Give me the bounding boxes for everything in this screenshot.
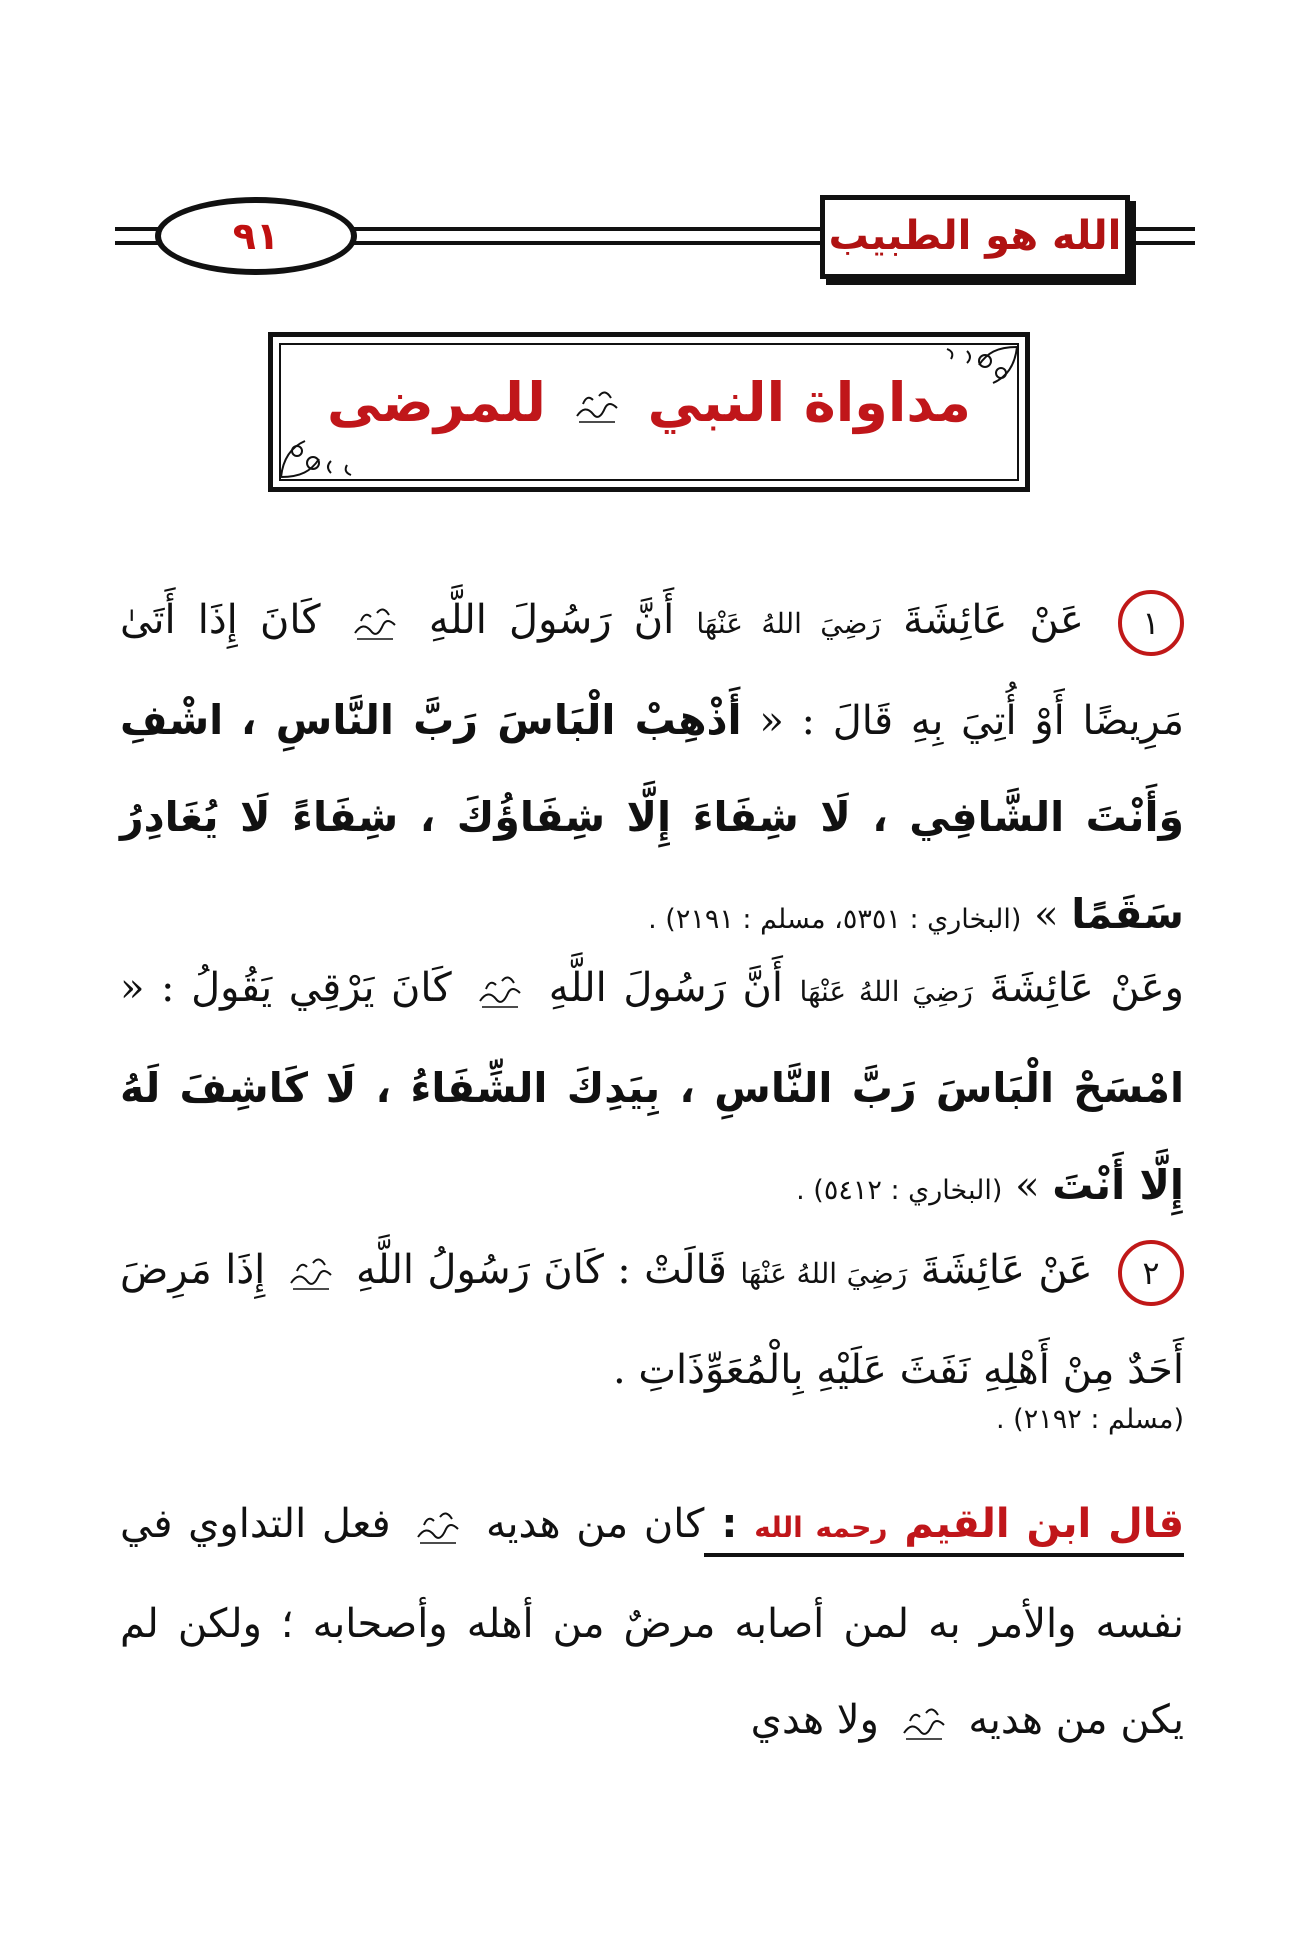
hadith-1b — [120, 940, 1184, 1239]
hadith-1b-intro: وعَنْ عَائِشَةَ — [989, 965, 1184, 1011]
ibn-qayyim-label — [704, 1501, 1184, 1557]
hadith-1b-quote-close: » — [1015, 1163, 1040, 1209]
hadith-1b-dua-part2: كَاشِفَ لَهُ إِلَّا أَنْتَ — [120, 1064, 1184, 1209]
hadith-1b-line2: يَقُولُ : « — [120, 965, 273, 1011]
hadith-2-intro: عَنْ عَائِشَةَ — [920, 1247, 1093, 1293]
hadith-1-line2: أَتَىٰ مَرِيضًا أَوْ أُتِيَ بِهِ قَالَ : « — [120, 597, 1184, 744]
section-title-part1: مداواة النبي — [647, 371, 971, 434]
hadith-1-intro: عَنْ عَائِشَةَ — [903, 597, 1084, 643]
ibn-qayyim-line2: التداوي في نفسه والأمر به لمن أصابه مرضٌ من أهله — [120, 1501, 1184, 1647]
ibn-qayyim-quote — [120, 1476, 1184, 1768]
radiya-formula: رَضِيَ اللهُ عَنْهَا — [696, 607, 881, 640]
hadith-1-dua-part2: اشْفِ وَأَنْتَ الشَّافِي ، لَا شِفَاءَ إِلَّا شِفَاؤُكَ ، شِفَاءً لَا يُغَادِرُ — [120, 696, 1184, 841]
hadith-1-dua-part1: أَذْهِبْ الْبَاسَ رَبَّ النَّاسِ ، — [240, 696, 742, 744]
ibn-qayyim-colon: : — [721, 1501, 738, 1547]
section-title-part2: للمرضى — [327, 371, 546, 434]
hadith-1b-line1: أَنَّ رَسُولَ اللَّهِ — [548, 965, 783, 1011]
salla-allah-calligraphy-icon — [573, 386, 621, 426]
salla-allah-calligraphy-icon — [476, 971, 524, 1011]
section-title-box — [268, 332, 1030, 492]
hadith-2-reference: (مسلم : ٢١٩٢) . — [996, 1404, 1184, 1435]
hadith-number-2: ٢ — [1118, 1240, 1184, 1306]
ibn-qayyim-line1: كان من هديه — [485, 1501, 705, 1547]
book-title: الله هو الطبيب — [820, 195, 1130, 279]
hadith-1 — [120, 572, 1184, 968]
salla-allah-calligraphy-icon — [414, 1507, 462, 1547]
radiya-formula: رَضِيَ اللهُ عَنْهَا — [740, 1257, 908, 1290]
hadith-1-quote-close: » — [1034, 892, 1059, 938]
rahimahu-formula: رحمه الله — [754, 1511, 888, 1544]
radiya-formula: رَضِيَ اللهُ عَنْهَا — [799, 975, 973, 1008]
hadith-1-reference: (البخاري : ٥٣٥١، مسلم : ٢١٩١) . — [648, 904, 1022, 935]
salla-allah-calligraphy-icon — [900, 1703, 948, 1743]
salla-allah-calligraphy-icon — [287, 1253, 335, 1293]
hadith-1-line1-end: كَانَ إِذَا — [197, 597, 321, 643]
ibn-qayyim-line3-end: ولا هدي — [750, 1697, 879, 1743]
hadith-2-line1: قَالَتْ : كَانَ رَسُولُ اللَّهِ — [356, 1247, 727, 1293]
hadith-1-dua-part3: سَقَمًا — [1071, 890, 1184, 938]
running-header — [115, 195, 1195, 275]
hadith-2-line2: إِذَا مَرِضَ أَحَدٌ مِنْ أَهْلِهِ نَفَثَ عَلَيْهِ بِالْمُعَوِّذَاتِ . — [120, 1247, 1184, 1393]
hadith-1b-line1-end: كَانَ يَرْقِي — [288, 965, 452, 1011]
ibn-qayyim-line1-end: فعل — [321, 1501, 391, 1547]
ibn-qayyim-name: قال ابن القيم — [904, 1501, 1185, 1547]
hadith-number-1: ١ — [1118, 590, 1184, 656]
salla-allah-calligraphy-icon — [351, 603, 399, 643]
hadith-2 — [120, 1222, 1184, 1418]
page-number: ٩١ — [155, 197, 357, 275]
hadith-1-line1: أَنَّ رَسُولَ اللَّهِ — [428, 597, 675, 643]
hadith-1b-dua-part1: امْسَحْ الْبَاسَ رَبَّ النَّاسِ ، بِيَدِكَ الشِّفَاءُ ، لَا — [325, 1064, 1185, 1112]
hadith-1b-reference: (البخاري : ٥٤١٢) . — [796, 1175, 1003, 1206]
section-title — [273, 371, 1025, 434]
ibn-qayyim-line3: وأصحابه ؛ ولكن لم يكن من هديه — [120, 1601, 1184, 1743]
